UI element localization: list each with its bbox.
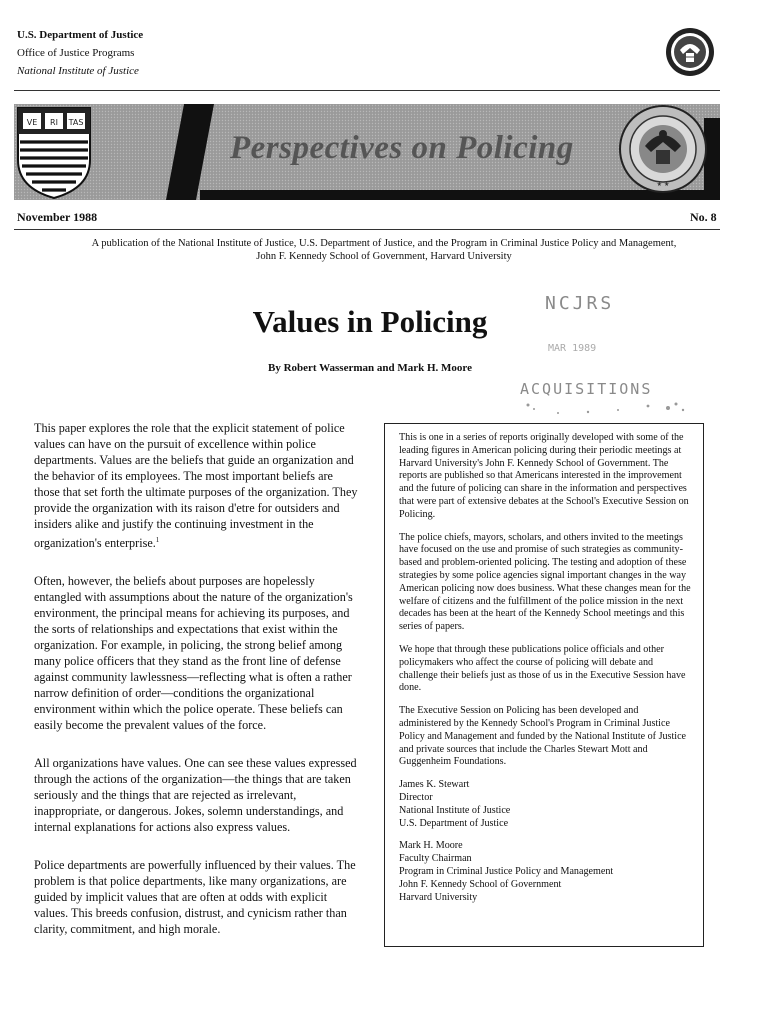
article-body bbox=[34, 420, 360, 959]
signature-moore bbox=[399, 840, 693, 904]
svg-text:★ ★: ★ ★ bbox=[656, 181, 670, 188]
footnote-mark: 1 bbox=[155, 536, 160, 544]
box-paragraph: The Executive Session on Policing has been developed and administered by the Kennedy School's Program in Criminal Justice Policy and Management and funded by the National Institute of Justice and private sources that include the Charles Stewart Mott and Guggenheim Foundations. bbox=[399, 705, 687, 768]
body-paragraph: Often, however, the beliefs about purposes are hopelessly entangled with assumptions about the nature of the organization's environment, the principal means for achieving its purposes, and the sorts of relationships and expectations that exist within the organization. For example, in policing, the strong belief among many police officers that they stand as the front line of defense against community lawlessness—reflecting what is often a rather narrow definition of order—conditions the organizational environment within which the police operate. These beliefs can easily become the prevalent values of the force. bbox=[34, 574, 353, 733]
box-paragraph: The police chiefs, mayors, scholars, and others invited to the meetings have focused on the use and promise of such strategies as community-based and problem-oriented policing. The testing and adoption of these strategies by some police agencies signal important changes in the way American policing now does business. What these changes mean for the welfare of citizens and the fulfillment of the police mission in the next decades has been at the heart of the Kennedy School meetings and this series of papers. bbox=[399, 531, 691, 633]
header-rule bbox=[14, 90, 720, 91]
box-paragraph: This is one in a series of reports originally developed with some of the leading figures in American policing during their periodic meetings at Harvard University's John F. Kennedy School of Government. The reports are published so that Americans interested in the improvement and the future of policing can share in the information and perspectives that were part of extensive debates at the School's Executive Session on Policing. bbox=[399, 432, 689, 520]
stamp-date: MAR 1989 bbox=[548, 343, 597, 354]
issue-date: November 1988 bbox=[17, 210, 98, 224]
signature-org: U.S. Department of Justice bbox=[399, 817, 509, 829]
article-byline: By Robert Wasserman and Mark H. Moore bbox=[268, 362, 472, 374]
stamp-smudge bbox=[498, 400, 698, 420]
department-name: U.S. Department of Justice bbox=[17, 29, 144, 41]
series-title: Perspectives on Policing bbox=[230, 130, 574, 166]
box-paragraph: We hope that through these publications police officials and other policymakers who affect the course of policing will debate and challenge their beliefs just as those of us in the Executive Session have done. bbox=[399, 643, 686, 694]
date-rule bbox=[14, 229, 720, 230]
signature-org: Harvard University bbox=[399, 891, 478, 903]
publication-line bbox=[14, 237, 754, 263]
signature-title: Director bbox=[399, 791, 433, 803]
series-info-box bbox=[384, 423, 704, 947]
harvard-shield-icon bbox=[14, 104, 94, 200]
institute-name: National Institute of Justice bbox=[17, 65, 139, 77]
office-name: Office of Justice Programs bbox=[17, 47, 135, 59]
body-paragraph: All organizations have values. One can see these values expressed through the actions of the organization—the things that are taken seriously and the things that are rejected as irrelevant, inappropriate, or dangerous. Jokes, solemn understandings, and internal explanations for actions also express values. bbox=[34, 756, 357, 835]
signature-org: Program in Criminal Justice Policy and Management bbox=[399, 865, 614, 877]
publication-line-2: John F. Kennedy School of Government, Harvard University bbox=[256, 251, 512, 262]
ncjrs-stamp: NCJRS bbox=[545, 293, 615, 314]
svg-text:RI: RI bbox=[50, 118, 58, 127]
signature-name: James K. Stewart bbox=[399, 779, 470, 791]
article-title: Values in Policing bbox=[252, 304, 488, 339]
justice-seal-icon bbox=[618, 104, 708, 194]
signature-stewart bbox=[399, 779, 693, 830]
body-paragraph: Police departments are powerfully influenced by their values. The problem is that police departments, like many organizations, are guided by implicit values that are often at odds with explicit values. This breeds confusion, distrust, and cynicism rather than clarity, commitment, and high morale. bbox=[34, 858, 356, 937]
body-paragraph: This paper explores the role that the explicit statement of police values can have on the pursuit of excellence within police departments. Values are the beliefs that guide an organization and the behavior of its employees. The most important beliefs are those that set forth the ultimate purposes of the organization. They provide the organization with its raison d'etre for outsiders and insiders alike and justify the continuing investment in the organization's enterprise.$^1$ bbox=[34, 421, 358, 551]
signature-org: John F. Kennedy School of Government bbox=[399, 878, 562, 890]
issue-number: No. 8 bbox=[690, 210, 717, 224]
acquisitions-stamp: ACQUISITIONS bbox=[520, 380, 653, 398]
signature-org: National Institute of Justice bbox=[399, 804, 511, 816]
svg-text:TAS: TAS bbox=[68, 118, 84, 127]
svg-text:VE: VE bbox=[26, 118, 38, 127]
publication-line-1: A publication of the National Institute of Justice, U.S. Department of Justice, and the Program in Criminal Justice Policy and Management, bbox=[91, 238, 677, 249]
signature-name: Mark H. Moore bbox=[399, 840, 463, 852]
signature-title: Faculty Chairman bbox=[399, 853, 472, 865]
doj-seal-icon bbox=[664, 26, 716, 78]
